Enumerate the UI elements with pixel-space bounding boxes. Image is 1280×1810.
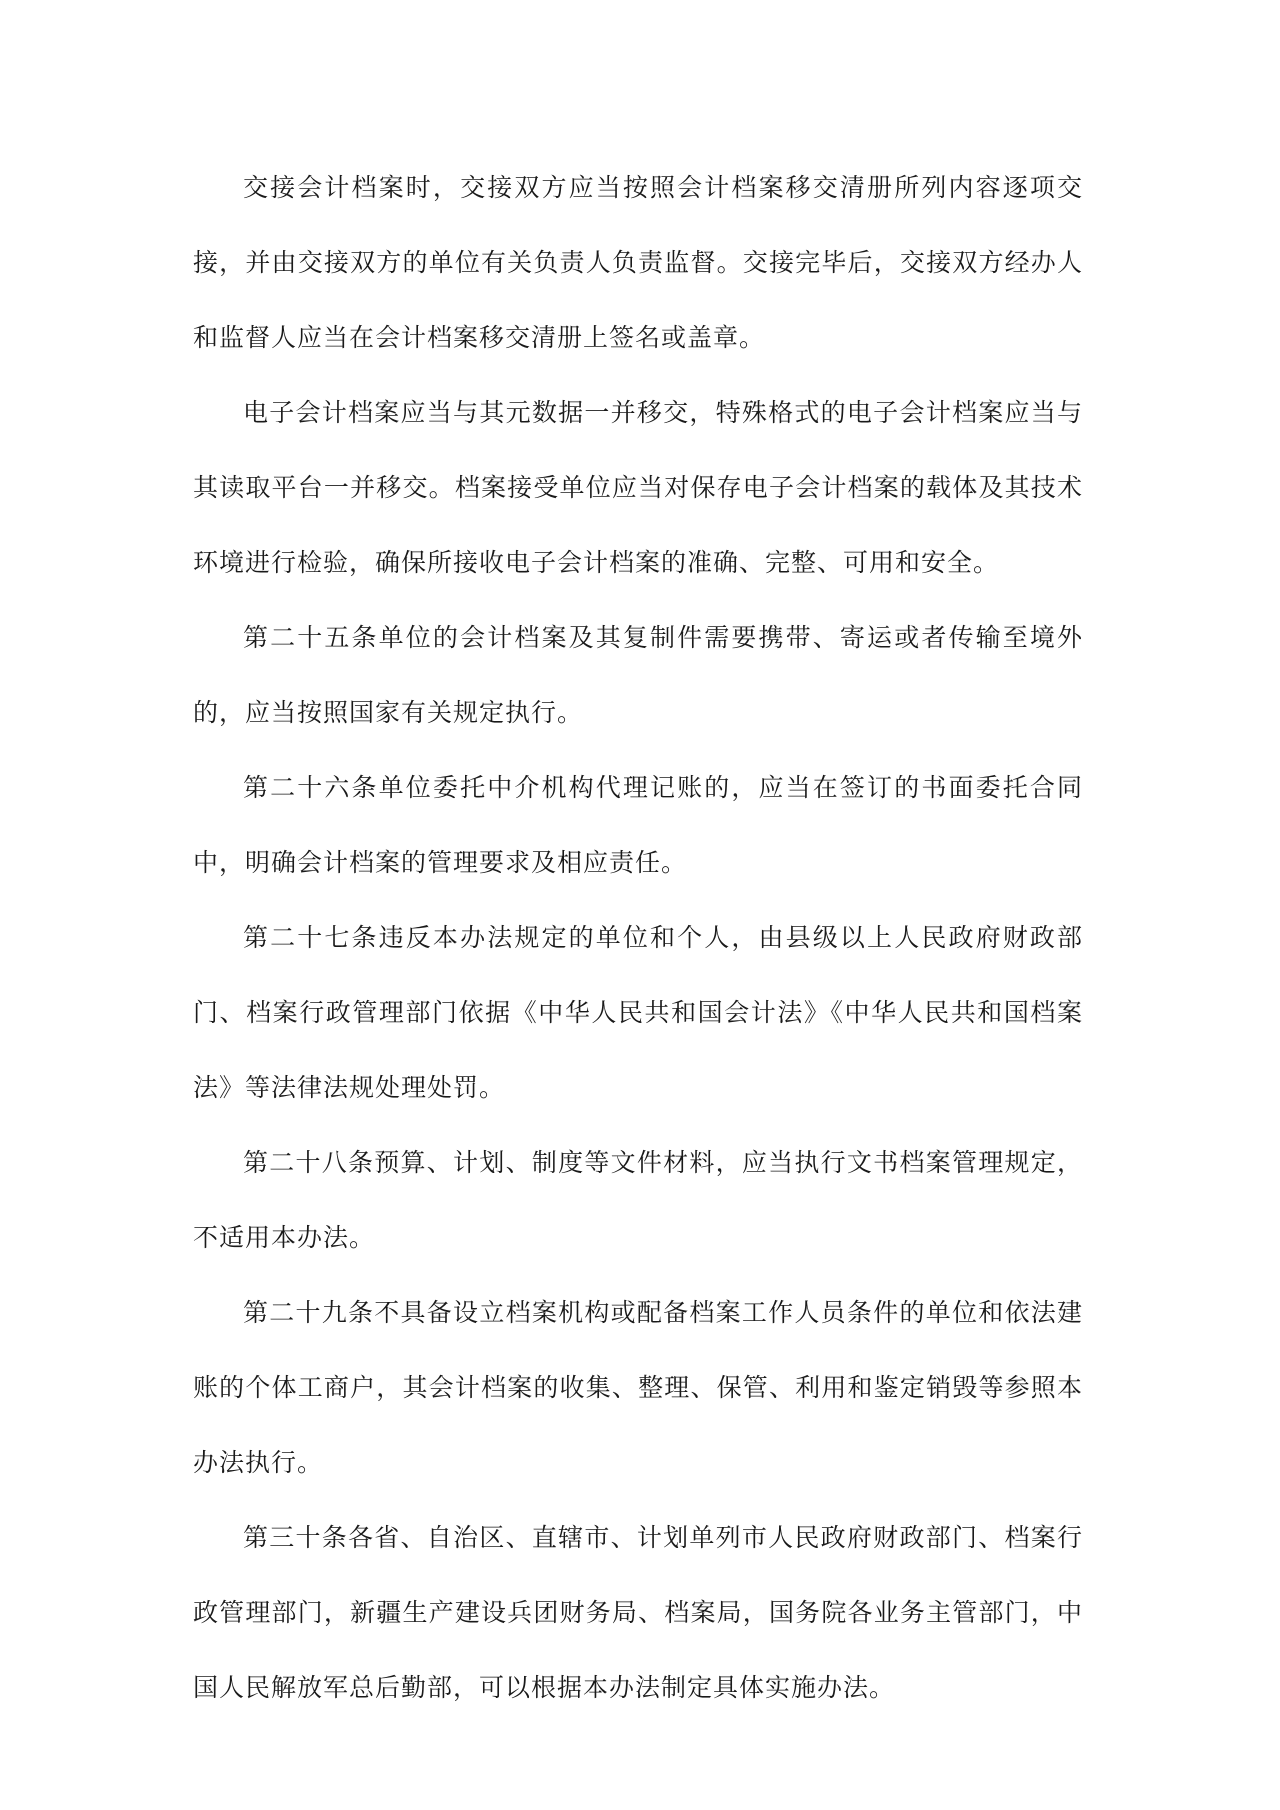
- paragraph-article-28: 第二十八条预算、计划、制度等文件材料，应当执行文书档案管理规定，不适用本办法。: [193, 1148, 1083, 1252]
- paragraph-article-26: 第二十六条单位委托中介机构代理记账的，应当在签订的书面委托合同中，明确会计档案的管理要求及相应责任。: [193, 773, 1083, 877]
- paragraph-handover-procedure: 交接会计档案时，交接双方应当按照会计档案移交清册所列内容逐项交接，并由交接双方的单位有关负责人负责监督。交接完毕后，交接双方经办人和监督人应当在会计档案移交清册上签名或盖章。: [193, 173, 1083, 352]
- document-body: [193, 150, 1083, 1725]
- paragraph-article-30: 第三十条各省、自治区、直辖市、计划单列市人民政府财政部门、档案行政管理部门，新疆生产建设兵团财务局、档案局，国务院各业务主管部门，中国人民解放军总后勤部，可以根据本办法制定具体实施办法。: [193, 1523, 1083, 1702]
- paragraph-article-29: 第二十九条不具备设立档案机构或配备档案工作人员条件的单位和依法建账的个体工商户，其会计档案的收集、整理、保管、利用和鉴定销毁等参照本办法执行。: [193, 1298, 1083, 1477]
- paragraph-article-25: 第二十五条单位的会计档案及其复制件需要携带、寄运或者传输至境外的，应当按照国家有关规定执行。: [193, 623, 1083, 727]
- paragraph-article-27: 第二十七条违反本办法规定的单位和个人，由县级以上人民政府财政部门、档案行政管理部门依据《中华人民共和国会计法》《中华人民共和国档案法》等法律法规处理处罚。: [193, 923, 1083, 1102]
- paragraph-electronic-archives-transfer: 电子会计档案应当与其元数据一并移交，特殊格式的电子会计档案应当与其读取平台一并移交。档案接受单位应当对保存电子会计档案的载体及其技术环境进行检验，确保所接收电子会计档案的准确、完整、可用和安全。: [193, 398, 1083, 577]
